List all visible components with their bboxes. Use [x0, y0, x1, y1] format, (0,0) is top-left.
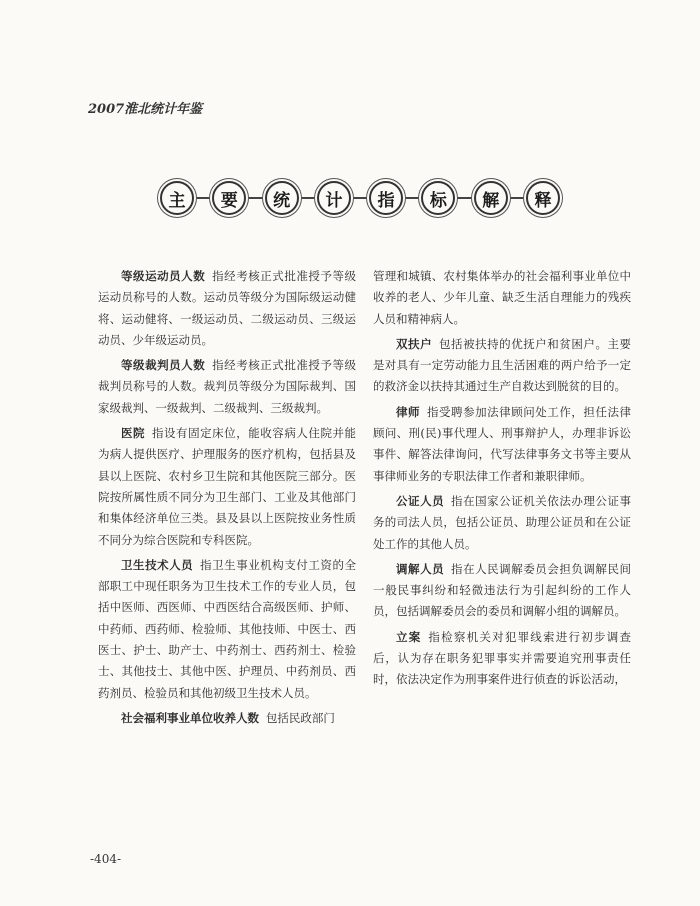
definition-entry	[373, 559, 631, 623]
definition-entry	[98, 423, 356, 551]
entry-text: 管理和城镇、农村集体举办的社会福利事业单位中收养的老人、少年儿童、缺乏生活自理能力的残疾人员和精神病人。	[373, 269, 631, 326]
entry-text: 指在人民调解委员会担负调解民间一般民事纠纷和轻微违法行为引起纠纷的工作人员，包括调解委员会的委员和调解小组的调解员。	[373, 561, 632, 619]
entry-term: 等级运动员人数	[121, 269, 206, 283]
title-char: 计	[317, 181, 351, 215]
title-char: 释	[526, 181, 560, 215]
yearbook-header: 2007淮北统计年鉴	[88, 102, 203, 117]
definition-entry	[373, 402, 631, 487]
entry-text: 包括被扶持的优抚户和贫困户。主要是对具有一定劳动能力且生活困难的两户给予一定的救济金以扶持其通过生产自救达到脱贫的目的。	[373, 336, 632, 394]
section-title-banner	[160, 178, 560, 218]
title-char: 指	[369, 181, 403, 215]
entry-term: 卫生技术人员	[121, 557, 194, 572]
definition-entry	[98, 555, 356, 704]
title-char: 解	[474, 181, 508, 215]
entry-term: 等级裁判员人数	[121, 358, 206, 373]
title-char: 统	[265, 181, 299, 215]
title-char: 主	[160, 181, 194, 215]
entry-term: 双扶户	[396, 336, 433, 351]
left-column	[98, 266, 356, 733]
definition-entry	[373, 491, 631, 555]
entry-term: 医院	[121, 426, 146, 441]
entry-text: 指经考核正式批准授予等级裁判员称号的人数。裁判员等级分为国际裁判、国家级裁判、一级裁判、二级裁判、三级裁判。	[98, 358, 357, 415]
definition-entry	[98, 266, 356, 351]
definition-entry	[373, 334, 631, 398]
definition-entry	[98, 355, 356, 419]
title-char: 标	[421, 181, 455, 215]
entry-text: 指经考核正式批准授予等级运动员称号的人数。运动员等级分为国际级运动健将、运动健将、一级运动员、二级运动员、三级运动员、少年级运动员。	[98, 269, 357, 347]
entry-term: 公证人员	[396, 493, 445, 508]
entry-text: 指在国家公证机关依法办理公证事务的司法人员，包括公证员、助理公证员和在公证处工作的其他人员。	[373, 493, 632, 551]
entry-text: 指受聘参加法律顾问处工作，担任法律顾问、刑(民)事代理人、刑事辩护人，办理非诉讼事件、解答法律询问，代写法律事务文书等主要从事律师业务的专职法律工作者和兼职律师。	[373, 404, 632, 483]
right-column	[373, 266, 631, 695]
entry-term: 社会福利事业单位收养人数	[121, 710, 259, 725]
entry-term: 立案	[396, 629, 422, 644]
entry-text: 包括民政部门	[265, 710, 335, 725]
definition-entry	[373, 266, 631, 330]
title-char: 要	[212, 181, 246, 215]
page-number: -404-	[90, 852, 122, 866]
entry-text: 指检察机关对犯罪线索进行初步调查后，认为存在职务犯罪事实并需要追究刑事责任时，依法决定作为刑事案件进行侦查的诉讼活动，	[373, 629, 631, 687]
definition-entry	[98, 708, 356, 729]
definition-entry	[373, 627, 631, 691]
entry-term: 调解人员	[396, 561, 445, 576]
entry-text: 指设有固定床位，能收容病人住院并能为病人提供医疗、护理服务的医疗机构，包括县及县以上医院、农村乡卫生院和其他医院三部分。医院按所属性质不同分为卫生部门、工业及其他部门和集体经济单位三类。县及县以上医院按业务性质不同分为综合医院和专科医院。	[98, 426, 357, 547]
entry-text: 指卫生事业机构支付工资的全部职工中现任职务为卫生技术工作的专业人员，包括中医师、西医师、中西医结合高级医师、护师、中药师、西药师、检验师、其他技师、中医士、西医士、护士、助产士、中药剂士、西药剂士、检验士、其他技士、其他中医、护理员、中药剂员、西药剂员、检验员和其他初级卫生技术人员。	[98, 557, 356, 700]
entry-term: 律师	[396, 404, 421, 419]
